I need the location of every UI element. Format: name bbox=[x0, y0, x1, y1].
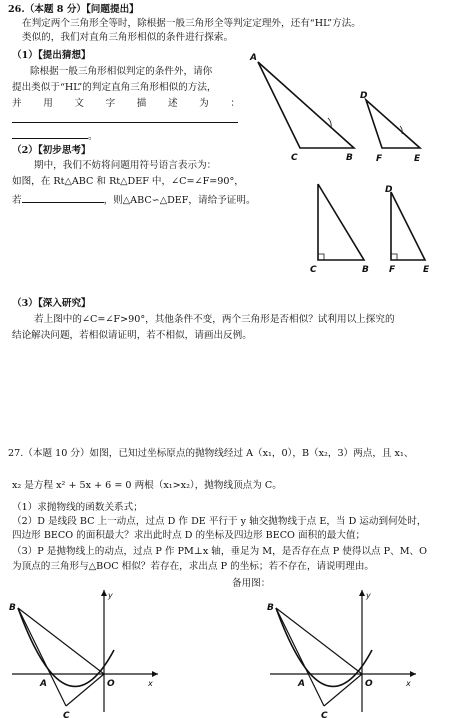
q27-sub1: （1）求抛物线的函数关系式； bbox=[12, 502, 143, 513]
q26-part3-line1: 若上图中的∠C=∠F>90°，其他条件不变，两个三角形是否相似？试利用以上探究的 bbox=[34, 314, 395, 325]
q26-condition-blank[interactable] bbox=[22, 192, 104, 203]
label-f: F bbox=[376, 154, 383, 164]
label-a: A bbox=[250, 53, 257, 63]
q26-title: 26.（本题 8 分）【问题提出】 bbox=[8, 4, 139, 15]
figure-right-triangle-dfe bbox=[385, 182, 445, 275]
q26-intro-2: 类似的，我们对直角三角形相似的条件进行探索。 bbox=[22, 32, 234, 43]
label-b: B bbox=[362, 265, 369, 275]
period: 。 bbox=[88, 131, 98, 142]
label-a: A bbox=[298, 679, 305, 689]
triangle-def-shape bbox=[366, 100, 420, 148]
q26-intro-1: 在判定两个三角形全等时，除根据一般三角形全等判定定理外，还有“HL”方法。 bbox=[22, 18, 361, 29]
q27-line1: 27.（本题 10 分）如图，已知过坐标原点的抛物线经过 A（x₁，0），B（x₂，3）两点，且 x₁、 bbox=[8, 448, 414, 459]
label-b: B bbox=[9, 603, 16, 613]
q26-part2-line2: 如图，在 Rt△ABC 和 Rt△DEF 中，∠C=∠F=90°， bbox=[12, 176, 244, 187]
q26-part1-heading: （1）【提出猜想】 bbox=[12, 50, 91, 61]
right-triangle-shape bbox=[318, 184, 364, 260]
label-x: x bbox=[406, 679, 411, 688]
q27-line2: x₂ 是方程 x² + 5x + 6 = 0 两根（x₁>x₂），抛物线顶点为 C。 bbox=[12, 480, 282, 491]
q26-part1-char: 用 bbox=[43, 98, 53, 109]
figure-parabola-main bbox=[8, 588, 168, 718]
q26-part1-line2: 提出类似于“HL”的判定直角三角形相似的方法， bbox=[12, 82, 217, 93]
segment-bc bbox=[18, 608, 66, 706]
q27-sub3-line2: 为顶点的三角形与△BOC 相似？若存在，求出点 P 的坐标；若不存在，请说明理由。 bbox=[12, 561, 375, 572]
y-axis-arrow bbox=[101, 590, 107, 596]
q26-part1-char: 述 bbox=[167, 98, 178, 109]
q27-sub2-line2: 四边形 BECO 的面积最大？求出此时点 D 的坐标及四边形 BECO 面积的最大值； bbox=[12, 530, 366, 541]
segment-bc bbox=[276, 608, 324, 706]
q26-part1-line1: 除根据一般三角形相似判定的条件外，请你 bbox=[30, 66, 213, 77]
q26-answer-row2 bbox=[12, 128, 98, 143]
segment-co bbox=[324, 674, 362, 706]
q26-part3-heading: （3）【深入研究】 bbox=[12, 298, 91, 309]
label-c: C bbox=[310, 265, 317, 275]
label-e: E bbox=[414, 154, 421, 164]
label-c: C bbox=[321, 711, 328, 718]
q26-part2-line3 bbox=[12, 192, 256, 207]
label-c: C bbox=[291, 153, 298, 163]
segment-co bbox=[66, 674, 104, 706]
label-e: E bbox=[423, 265, 430, 275]
q26-part1-char: 描 bbox=[136, 98, 147, 109]
label-b: B bbox=[267, 603, 274, 613]
figure-triangle-abc bbox=[250, 50, 360, 163]
q26-part1-char: ： bbox=[230, 98, 240, 109]
q26-part1-char: 字 bbox=[105, 98, 116, 109]
q26-part3-line2: 结论解决问题，若相似请证明，若不相似，请画出反例。 bbox=[12, 330, 252, 341]
q26-if: 若 bbox=[12, 195, 22, 206]
q27-sub3-line1: （3）P 是抛物线上的动点，过点 P 作 PM⊥x 轴，垂足为 M，是否存在点 P 使得以点 P、M、O bbox=[12, 546, 427, 557]
label-a: A bbox=[40, 679, 47, 689]
q26-part2-heading: （2）【初步思考】 bbox=[12, 145, 91, 156]
label-o: O bbox=[365, 679, 373, 689]
y-axis-arrow bbox=[359, 590, 365, 596]
triangle-abc-shape bbox=[258, 62, 354, 148]
spare-figure-label: 备用图： bbox=[232, 578, 271, 589]
figure-right-triangle-cb bbox=[310, 182, 380, 275]
q26-answer-line[interactable] bbox=[12, 122, 238, 123]
label-f: F bbox=[389, 265, 396, 275]
label-o: O bbox=[107, 679, 115, 689]
label-c: C bbox=[63, 711, 70, 718]
q26-answer-blank[interactable] bbox=[12, 128, 88, 139]
label-d: D bbox=[385, 185, 393, 195]
q26-part1-char: 并 bbox=[12, 98, 22, 109]
q26-part1-char: 文 bbox=[74, 98, 84, 109]
q26-part2-line1: 期中，我们不妨将问题用符号语言表示为： bbox=[34, 160, 217, 171]
figure-parabola-spare bbox=[266, 588, 426, 718]
label-d: D bbox=[360, 91, 368, 101]
x-axis-arrow bbox=[152, 671, 158, 677]
label-b: B bbox=[346, 153, 353, 163]
figure-triangle-def bbox=[360, 90, 440, 164]
q27-sub2-line1: （2）D 是线段 BC 上一动点，过点 D 作 DE 平行于 y 轴交抛物线于点 E，当 D 运动到何处时， bbox=[12, 516, 427, 527]
label-y: y bbox=[366, 591, 371, 600]
q26-part1-line3 bbox=[12, 98, 240, 110]
x-axis-arrow bbox=[410, 671, 416, 677]
label-y: y bbox=[108, 591, 113, 600]
label-x: x bbox=[148, 679, 153, 688]
q26-part1-char: 为 bbox=[199, 98, 209, 109]
right-angle-mark bbox=[318, 254, 324, 260]
right-triangle-shape bbox=[391, 192, 425, 260]
right-angle-mark bbox=[391, 254, 397, 260]
q26-conclusion: ，则△ABC∽△DEF，请给予证明。 bbox=[103, 195, 256, 206]
